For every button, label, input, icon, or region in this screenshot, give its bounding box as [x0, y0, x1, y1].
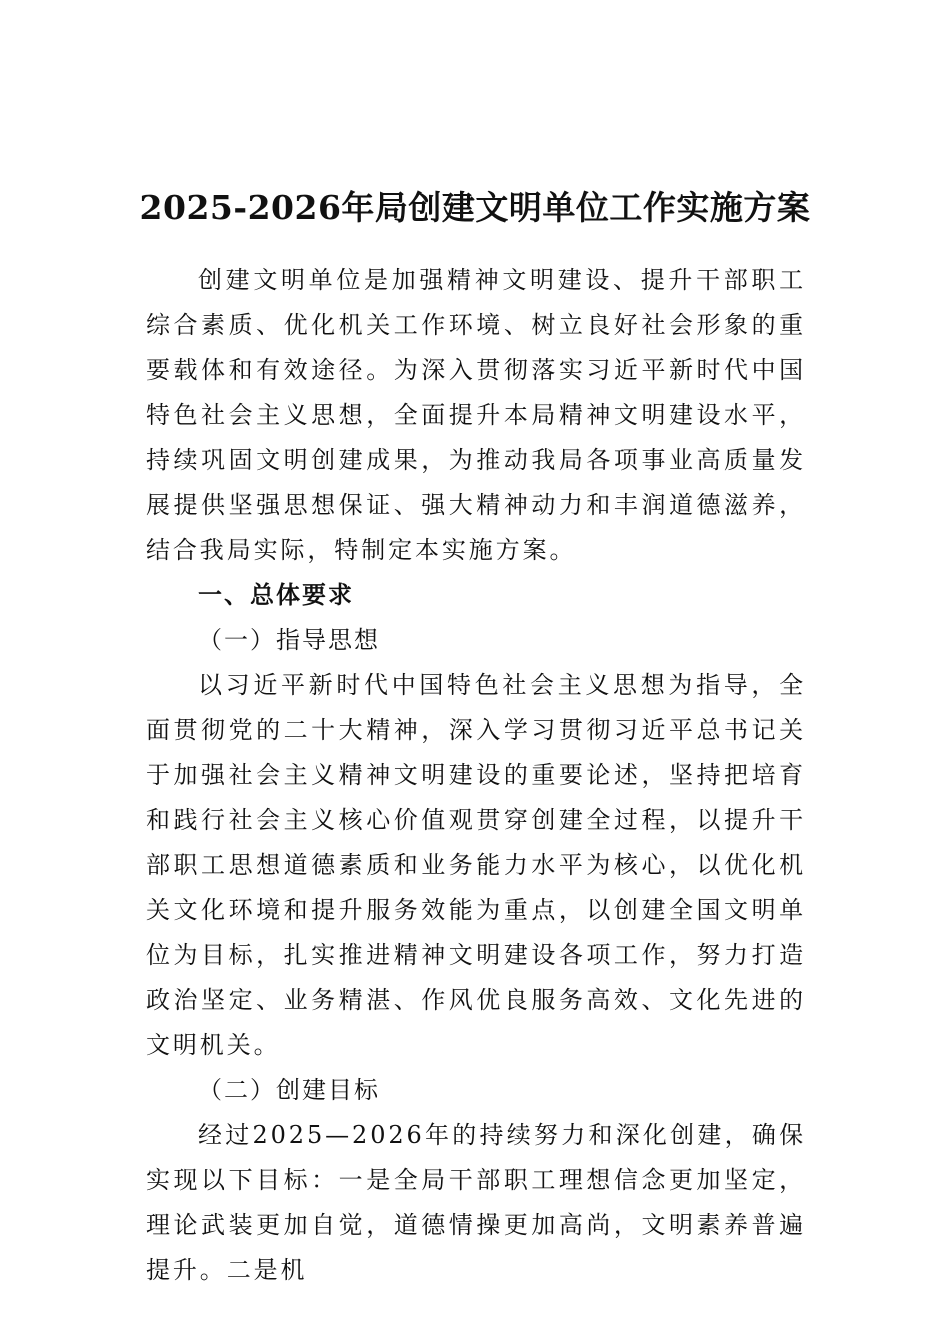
subsection-heading-creation-goals: （二）创建目标 — [198, 1076, 380, 1104]
creation-goals-paragraph: 经过2025—2026年的持续努力和深化创建，确保实现以下目标：一是全局干部职工理想信念更加坚定，理论武装更加自觉，道德情操更加高尚，文明素养普遍提升。二是机 — [146, 1121, 806, 1284]
intro-paragraph: 创建文明单位是加强精神文明建设、提升干部职工综合素质、优化机关工作环境、树立良好社会形象的重要载体和有效途径。为深入贯彻落实习近平新时代中国特色社会主义思想，全面提升本局精神文明建设水平，持续巩固文明创建成果，为推动我局各项事业高质量发展提供坚强思想保证、强大精神动力和丰润道德滋养，结合我局实际，特制定本实施方案。 — [146, 266, 806, 564]
guiding-ideology-paragraph: 以习近平新时代中国特色社会主义思想为指导，全面贯彻党的二十大精神，深入学习贯彻习近平总书记关于加强社会主义精神文明建设的重要论述，坚持把培育和践行社会主义核心价值观贯穿创建全过程，以提升干部职工思想道德素质和业务能力水平为核心，以优化机关文化环境和提升服务效能为重点，以创建全国文明单位为目标，扎实推进精神文明建设各项工作，努力打造政治坚定、业务精湛、作风优良服务高效、文化先进的文明机关。 — [146, 671, 806, 1059]
document-body — [146, 258, 806, 1293]
document-title: 2025-2026年局创建文明单位工作实施方案 — [139, 188, 811, 228]
subsection-heading-guiding-ideology: （一）指导思想 — [198, 626, 380, 654]
section-heading-overall-requirements: 一、总体要求 — [198, 581, 354, 609]
